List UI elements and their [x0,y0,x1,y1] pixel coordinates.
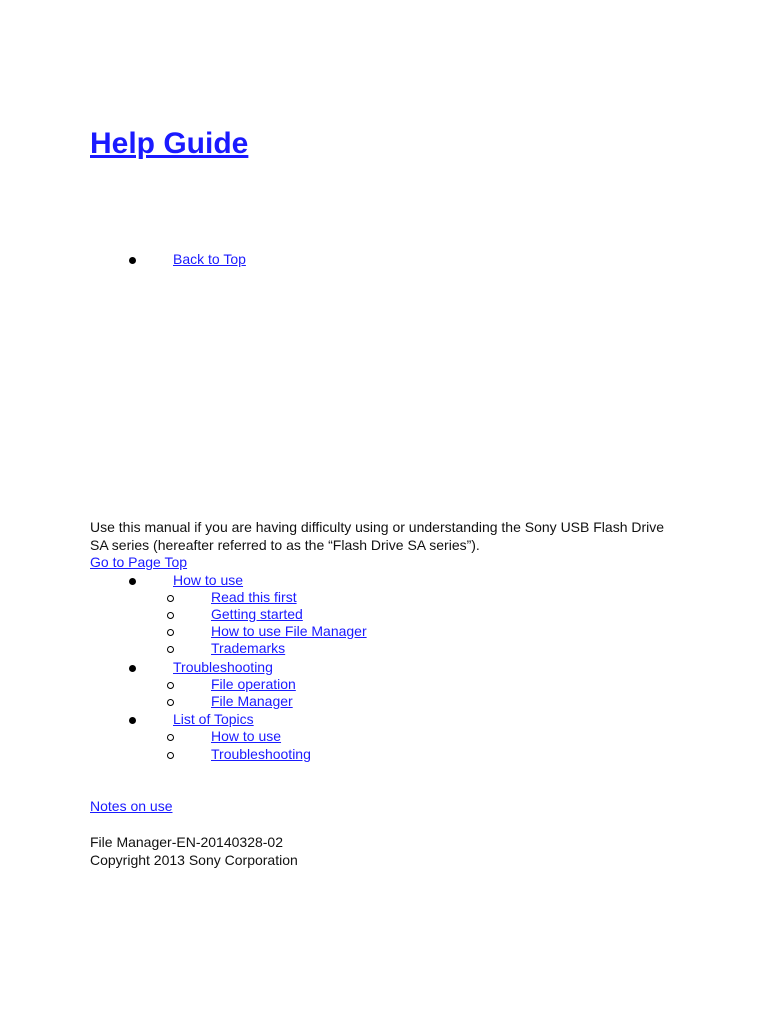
bullet-icon [129,717,136,724]
nav-subitem-troubleshooting[interactable]: Troubleshooting [211,746,311,762]
bullet-icon [129,257,136,264]
nav-subitem-trademarks[interactable]: Trademarks [211,640,286,656]
help-guide-link[interactable]: Help Guide [90,127,249,160]
go-to-page-top-link[interactable]: Go to Page Top [90,554,188,570]
notes-on-use-link[interactable]: Notes on use [90,798,173,814]
page-title [90,124,248,164]
nav-item-how-to-use[interactable]: How to use [173,572,244,588]
bullet-icon [129,665,136,672]
nav-item-list-of-topics[interactable]: List of Topics [173,711,254,727]
nav-subitem-how-to-use-file-manager[interactable]: How to use File Manager [211,623,367,639]
bullet-icon [129,578,136,585]
sub-bullet-icon [167,612,174,619]
sub-bullet-icon [167,699,174,706]
sub-bullet-icon [167,752,174,759]
intro-text: Use this manual if you are having difficulty using or understanding the Sony USB Flash Drive SA series (hereafter referred to as the “Flash Drive SA series”). [90,519,665,553]
sub-bullet-icon [167,734,174,741]
nav-subitem-how-to-use[interactable]: How to use [211,728,282,744]
sub-bullet-icon [167,682,174,689]
nav-subitem-file-operation[interactable]: File operation [211,676,296,692]
back-to-top-link[interactable]: Back to Top [173,251,246,267]
sub-bullet-icon [167,595,174,602]
nav-item-troubleshooting[interactable]: Troubleshooting [173,659,273,675]
document-id: File Manager-EN-20140328-02 [90,834,283,850]
sub-bullet-icon [167,646,174,653]
nav-subitem-file-manager[interactable]: File Manager [211,693,293,709]
copyright-text: Copyright 2013 Sony Corporation [90,852,298,868]
nav-subitem-read-this-first[interactable]: Read this first [211,589,297,605]
nav-subitem-getting-started[interactable]: Getting started [211,606,303,622]
sub-bullet-icon [167,629,174,636]
